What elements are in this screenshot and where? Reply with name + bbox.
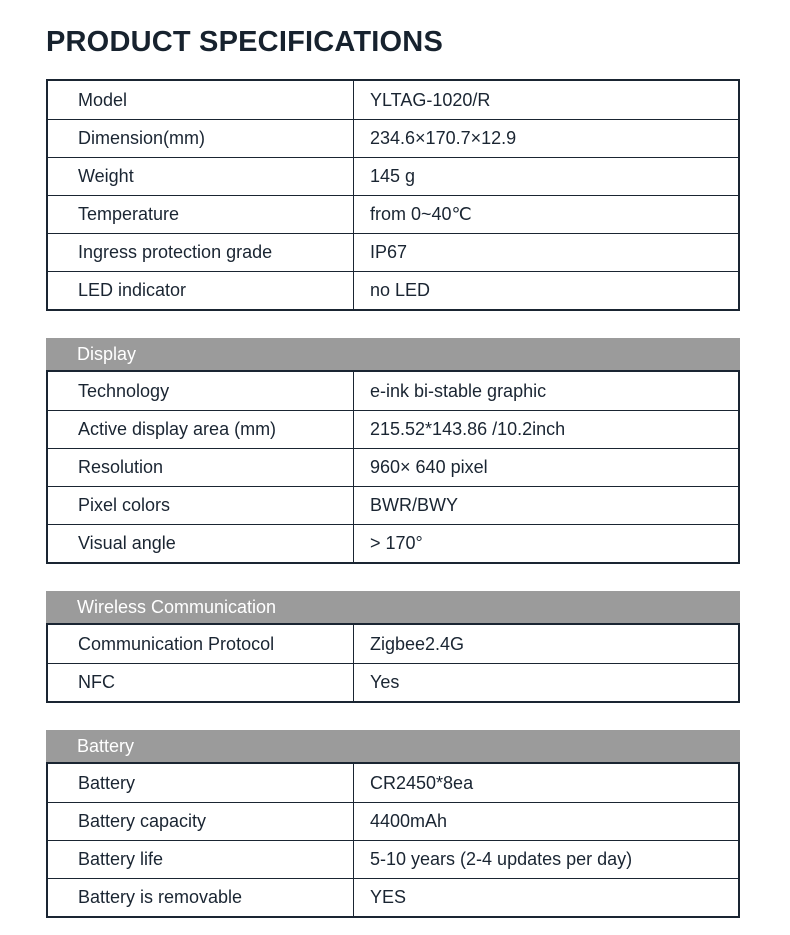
spec-label: Dimension(mm): [48, 120, 354, 157]
table-row: [48, 486, 738, 524]
spec-label: Battery capacity: [48, 803, 354, 840]
spec-value: 234.6×170.7×12.9: [370, 128, 517, 149]
section-header-display: [46, 338, 740, 370]
spec-value: 215.52*143.86 /10.2inch: [370, 419, 566, 440]
spec-value: 960× 640 pixel: [370, 457, 488, 478]
spec-value: > 170°: [370, 533, 423, 554]
table-row: [48, 410, 738, 448]
section-title: Battery: [77, 735, 135, 756]
table-body: [46, 370, 740, 564]
section-title: Display: [77, 343, 137, 364]
spec-value: 4400mAh: [370, 811, 448, 832]
spec-value: Yes: [370, 672, 400, 693]
table-row: [48, 233, 738, 271]
table-row: [48, 119, 738, 157]
table-body: [46, 79, 740, 311]
table-row: [48, 878, 738, 916]
spec-value: Zigbee2.4G: [370, 633, 465, 654]
section-header-battery: [46, 730, 740, 762]
table-body: [46, 623, 740, 703]
spec-value: IP67: [370, 242, 408, 263]
spec-label: Weight: [48, 158, 354, 195]
spec-label: Ingress protection grade: [48, 234, 354, 271]
spec-label: Temperature: [48, 196, 354, 233]
page-title: PRODUCT SPECIFICATIONS: [46, 26, 443, 58]
spec-label: Visual angle: [48, 525, 354, 562]
spec-tables: [46, 79, 744, 918]
spec-label: NFC: [48, 664, 354, 701]
table-row: [48, 157, 738, 195]
spec-label: Active display area (mm): [48, 411, 354, 448]
table-row: [48, 448, 738, 486]
spec-label: Communication Protocol: [48, 625, 354, 663]
spec-value: CR2450*8ea: [370, 772, 474, 793]
spec-label: Battery: [48, 764, 354, 802]
spec-value: 145 g: [370, 166, 416, 187]
table-row: [48, 524, 738, 562]
spec-value: 5-10 years (2-4 updates per day): [370, 849, 633, 870]
table-row: [48, 271, 738, 309]
spec-value: YLTAG-1020/R: [370, 89, 491, 110]
spec-table-display: [46, 338, 740, 564]
table-row: [48, 195, 738, 233]
spec-label: Technology: [48, 372, 354, 410]
spec-value: YES: [370, 887, 407, 908]
table-row: [48, 663, 738, 701]
spec-value: e-ink bi-stable graphic: [370, 380, 547, 401]
spec-label: Pixel colors: [48, 487, 354, 524]
spec-value: no LED: [370, 280, 431, 301]
table-row: [48, 840, 738, 878]
table-row: [48, 81, 738, 119]
table-row: [48, 625, 738, 663]
spec-table-wireless-communication: [46, 591, 740, 703]
table-row: [48, 372, 738, 410]
section-title: Wireless Communication: [77, 596, 277, 617]
spec-table-battery: [46, 730, 740, 918]
section-header-wireless-communication: [46, 591, 740, 623]
spec-label: Battery life: [48, 841, 354, 878]
spec-label: Battery is removable: [48, 879, 354, 916]
spec-table-general: [46, 79, 740, 311]
spec-label: Resolution: [48, 449, 354, 486]
table-row: [48, 802, 738, 840]
spec-value: from 0~40℃: [370, 204, 472, 225]
table-row: [48, 764, 738, 802]
spec-label: Model: [48, 81, 354, 119]
spec-label: LED indicator: [48, 272, 354, 309]
spec-value: BWR/BWY: [370, 495, 458, 516]
table-body: [46, 762, 740, 918]
